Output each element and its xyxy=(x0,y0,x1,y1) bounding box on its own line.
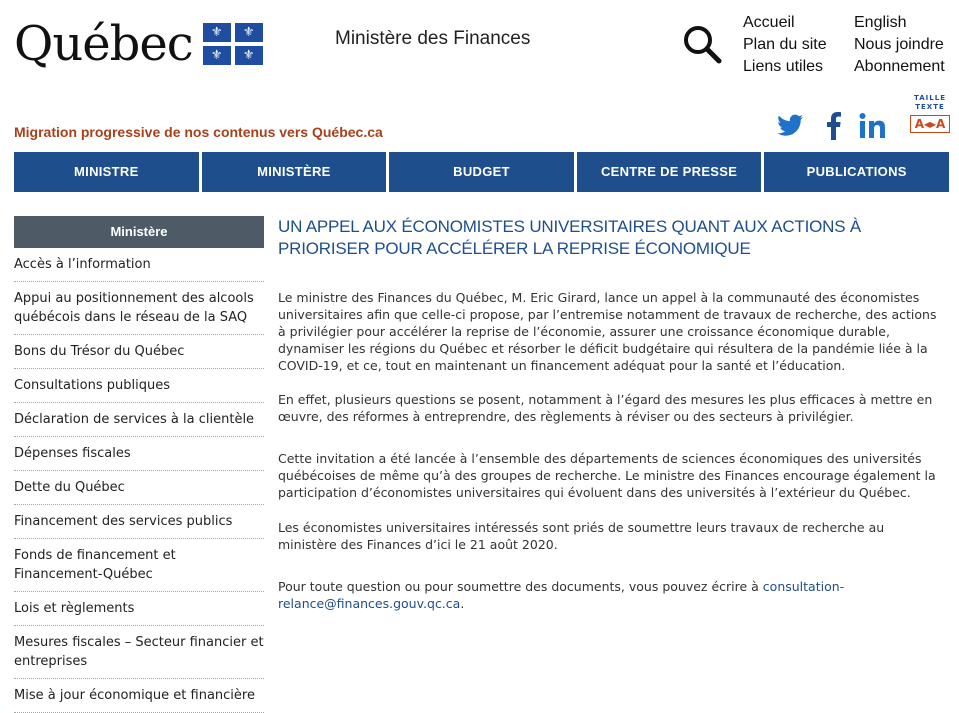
quebec-logo[interactable] xyxy=(14,16,263,72)
top-links-primary xyxy=(743,12,827,78)
main-navigation xyxy=(14,152,949,192)
sidebar-item-declaration-services[interactable]: Déclaration de services à la clientèle xyxy=(14,403,264,437)
sidebar-item-bons-tresor[interactable]: Bons du Trésor du Québec xyxy=(14,335,264,369)
sidebar-item-depenses-fiscales[interactable]: Dépenses fiscales xyxy=(14,437,264,471)
article-title: UN APPEL AUX ÉCONOMISTES UNIVERSITAIRES QUANT AUX ACTIONS À PRIORISER POUR ACCÉLÉRER LA REPRISE ÉCONOMIQUE xyxy=(278,217,862,258)
nav-budget[interactable]: BUDGET xyxy=(389,152,574,192)
nav-ministere[interactable]: MINISTÈRE xyxy=(202,152,387,192)
twitter-icon[interactable] xyxy=(775,112,805,140)
link-liens-utiles[interactable]: Liens utiles xyxy=(743,58,824,75)
link-plan-du-site[interactable]: Plan du site xyxy=(743,36,827,53)
logo-wordmark: Québec xyxy=(14,16,193,72)
text-size-control[interactable] xyxy=(910,94,950,133)
fleurdelise-flag-icon: ⚜ ⚜ ⚜ ⚜ xyxy=(203,23,263,65)
article-paragraph: Les économistes universitaires intéressés sont priés de soumettre leurs travaux de recherche au ministère des Finances d’ici le 21 août 2020. xyxy=(278,520,885,552)
article-contact xyxy=(278,578,938,612)
article-paragraph: Cette invitation a été lancée à l’ensemble des départements de sciences économiques des universités québécoises de même qu’à des groupes de recherche. Le ministre des Finances encourage également la participation d’économistes universitaires qui évoluent dans des universités à l’extérieur du Québec. xyxy=(278,451,936,500)
article-paragraph: En effet, plusieurs questions se posent, notamment à l’égard des mesures les plus efficaces à mettre en œuvre, des réformes à entreprendre, des règlements à réviser ou des secteurs à privilégier. xyxy=(278,392,933,424)
migration-notice[interactable]: Migration progressive de nos contenus vers Québec.ca xyxy=(14,124,383,140)
sidebar xyxy=(14,216,264,713)
article xyxy=(278,216,938,612)
sidebar-item-mesures-fiscales[interactable]: Mesures fiscales – Secteur financier et entreprises xyxy=(14,626,264,679)
top-links-secondary xyxy=(854,12,945,78)
sidebar-item-mise-a-jour[interactable]: Mise à jour économique et financière xyxy=(14,679,264,713)
link-accueil[interactable]: Accueil xyxy=(743,14,795,31)
nav-publications[interactable]: PUBLICATIONS xyxy=(764,152,949,192)
nav-ministre[interactable]: MINISTRE xyxy=(14,152,199,192)
facebook-icon[interactable] xyxy=(824,112,842,140)
site-header xyxy=(0,0,959,150)
link-abonnement[interactable]: Abonnement xyxy=(854,58,945,75)
sidebar-item-appui-alcools[interactable]: Appui au positionnement des alcools québécois dans le réseau de la SAQ xyxy=(14,282,264,335)
sidebar-heading[interactable]: Ministère xyxy=(14,216,264,248)
contact-suffix: . xyxy=(460,596,465,611)
article-paragraph: Le ministre des Finances du Québec, M. Eric Girard, lance un appel à la communauté des économistes universitaires afin que celle-ci propose, par l’entremise notamment de travaux de recherche, des actions à privilégier pour accélérer la reprise de l’économie, assurer une croissance économique durable, dynamiser les régions du Québec et résorber le déficit budgétaire qui résultera de la pandémie liée à la COVID‑19, et ce, tout en maintenant un financement adéquat pour la santé et l’éducation. xyxy=(278,290,937,373)
sidebar-item-lois-reglements[interactable]: Lois et règlements xyxy=(14,592,264,626)
link-english[interactable]: English xyxy=(854,14,907,31)
link-nous-joindre[interactable]: Nous joindre xyxy=(854,36,944,53)
text-size-label: TAILLE TEXTE xyxy=(914,94,946,111)
sidebar-item-acces-information[interactable]: Accès à l’information xyxy=(14,248,264,282)
text-size-button[interactable]: A◂▸A xyxy=(910,115,950,133)
search-icon[interactable] xyxy=(682,24,722,64)
ministry-title[interactable]: Ministère des Finances xyxy=(335,28,531,49)
sidebar-item-financement-services[interactable]: Financement des services publics xyxy=(14,505,264,539)
contact-prefix: Pour toute question ou pour soumettre des documents, vous pouvez écrire à xyxy=(278,579,763,594)
sidebar-item-fonds-financement[interactable]: Fonds de financement et Financement-Québec xyxy=(14,539,264,592)
nav-centre-de-presse[interactable]: CENTRE DE PRESSE xyxy=(577,152,762,192)
sidebar-item-consultations[interactable]: Consultations publiques xyxy=(14,369,264,403)
linkedin-icon[interactable] xyxy=(859,112,887,140)
contact-email-link[interactable]: consultation-relance@finances.gouv.qc.ca xyxy=(278,579,845,611)
sidebar-item-dette[interactable]: Dette du Québec xyxy=(14,471,264,505)
